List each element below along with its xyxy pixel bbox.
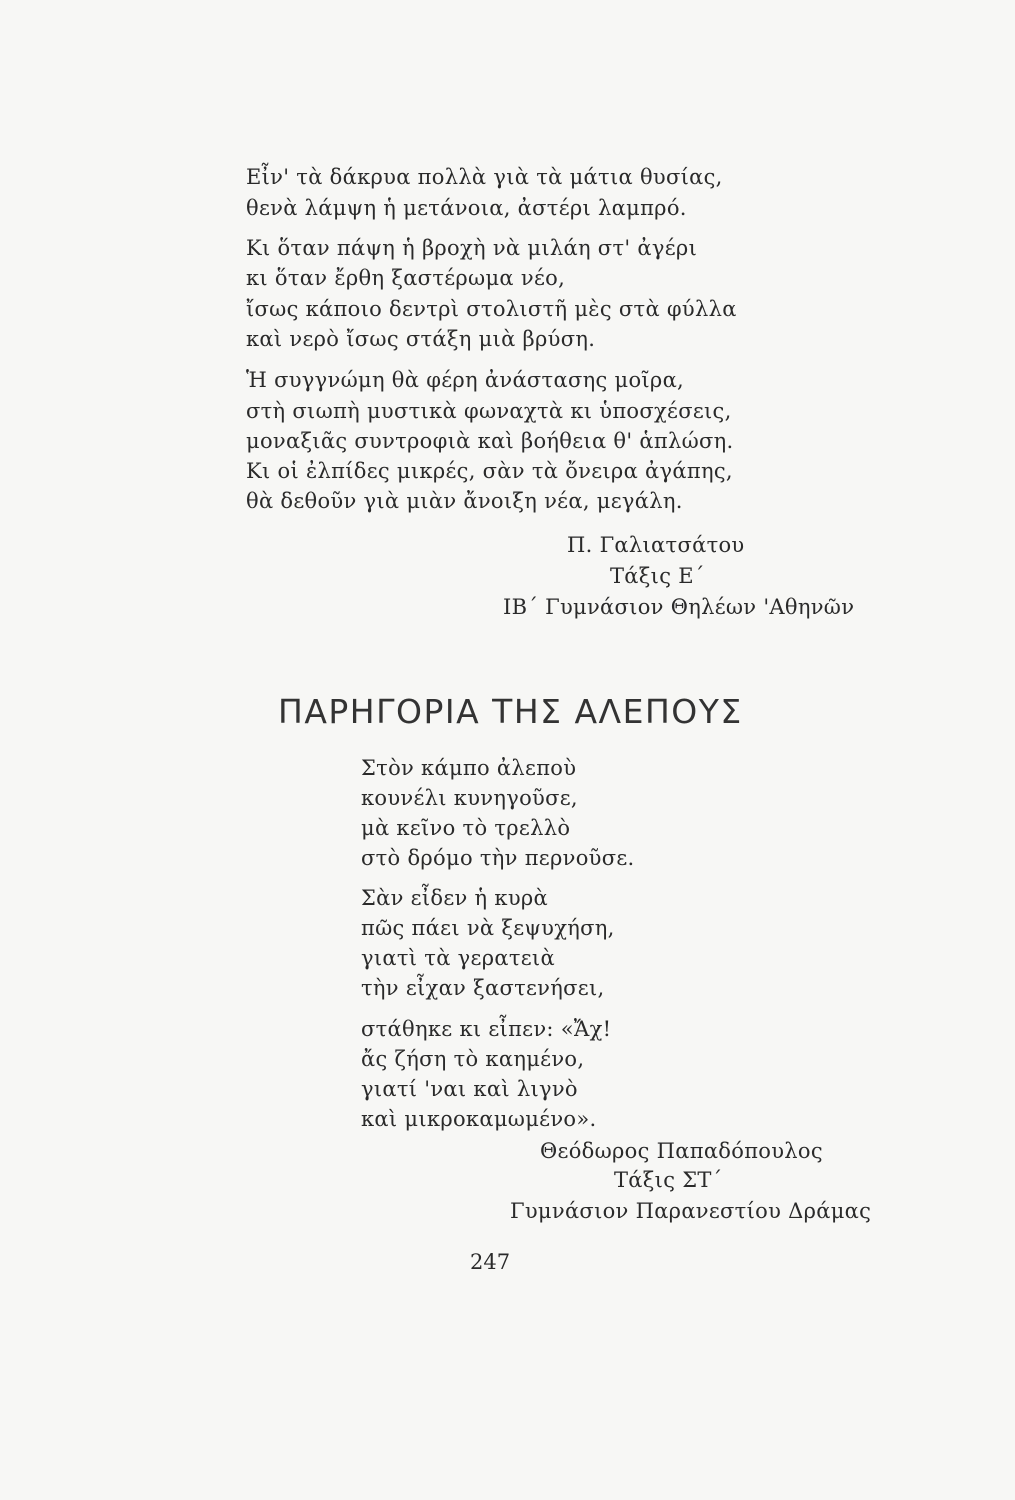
poem2-author-name: Θεόδωρος Παπαδόπουλος bbox=[540, 1139, 823, 1163]
poem1-stanza2-line4: καὶ νερὸ ἴσως στάξη μιὰ βρύση. bbox=[246, 327, 596, 351]
poem2-stanza2-line3: γιατὶ τὰ γερατειὰ bbox=[361, 946, 555, 970]
poem1-stanza3-line2: στὴ σιωπὴ μυστικὰ φωναχτὰ κι ὑποσχέσεις, bbox=[246, 399, 732, 423]
poem2-stanza1-line3: μὰ κεῖνο τὸ τρελλὸ bbox=[361, 816, 571, 840]
poem1-stanza1-line1: Εἶν' τὰ δάκρυα πολλὰ γιὰ τὰ μάτια θυσίας, bbox=[246, 165, 723, 189]
poem2-title: ΠΑΡΗΓΟΡΙΑ ΤΗΣ ΑΛΕΠΟΥΣ bbox=[278, 692, 743, 731]
poem2-stanza1-line1: Στὸν κάμπο ἀλεποὺ bbox=[361, 756, 577, 780]
poem2-stanza3-line1: στάθηκε κι εἶπεν: «Ἄχ! bbox=[361, 1017, 612, 1041]
poem2-author-class: Τάξις ΣΤ΄ bbox=[614, 1168, 723, 1192]
poem2-stanza2-line2: πῶς πάει νὰ ξεψυχήση, bbox=[361, 916, 615, 940]
poem1-stanza2-line3: ἴσως κάποιο δεντρὶ στολιστῆ μὲς στὰ φύλλα bbox=[246, 297, 737, 321]
poem2-author-school: Γυμνάσιον Παρανεστίου Δράμας bbox=[510, 1199, 872, 1223]
poem2-stanza1-line2: κουνέλι κυνηγοῦσε, bbox=[361, 786, 578, 810]
poem1-author-class: Τάξις Ε΄ bbox=[610, 564, 705, 588]
poem2-stanza3-line2: ἄς ζήση τὸ καημένο, bbox=[361, 1047, 585, 1071]
poem1-author-name: Π. Γαλιατσάτου bbox=[567, 533, 745, 557]
poem1-stanza3-line4: Κι οἱ ἐλπίδες μικρές, σὰν τὰ ὄνειρα ἀγάπης, bbox=[246, 459, 733, 483]
poem1-stanza1-line2: θενὰ λάμψη ἡ μετάνοια, ἀστέρι λαμπρό. bbox=[246, 196, 687, 220]
page-number: 247 bbox=[470, 1250, 511, 1274]
poem1-stanza3-line3: μοναξιᾶς συντροφιὰ καὶ βοήθεια θ' ἁπλώση. bbox=[246, 429, 734, 453]
poem1-stanza2-line2: κι ὅταν ἔρθη ξαστέρωμα νέο, bbox=[246, 266, 566, 290]
poem1-stanza3-line1: Ἡ συγγνώμη θὰ φέρη ἀνάστασης μοῖρα, bbox=[246, 368, 685, 392]
poem1-author-school: ΙΒ΄ Γυμνάσιον Θηλέων 'Αθηνῶν bbox=[503, 595, 855, 619]
poem1-stanza3-line5: θὰ δεθοῦν γιὰ μιὰν ἄνοιξη νέα, μεγάλη. bbox=[246, 489, 683, 513]
poem2-stanza1-line4: στὸ δρόμο τὴν περνοῦσε. bbox=[361, 846, 635, 870]
poem1-stanza2-line1: Κι ὅταν πάψη ἡ βροχὴ νὰ μιλάη στ' ἀγέρι bbox=[246, 236, 698, 260]
poem2-stanza2-line1: Σὰν εἶδεν ἡ κυρὰ bbox=[361, 886, 549, 910]
poem2-stanza3-line3: γιατί 'ναι καὶ λιγνὸ bbox=[361, 1077, 578, 1101]
poem2-stanza3-line4: καὶ μικροκαμωμένο». bbox=[361, 1107, 597, 1131]
poem2-stanza2-line4: τὴν εἶχαν ξαστενήσει, bbox=[361, 976, 605, 1000]
